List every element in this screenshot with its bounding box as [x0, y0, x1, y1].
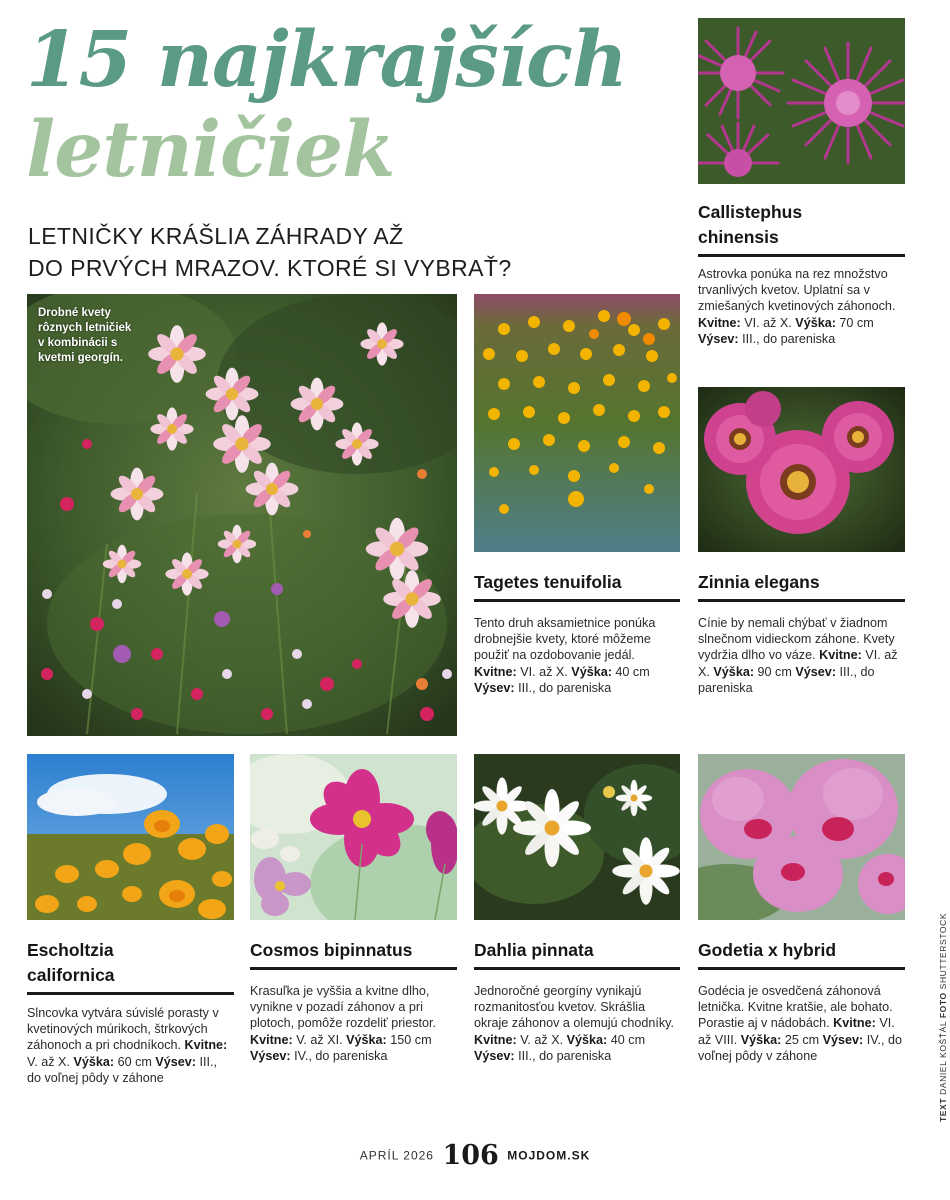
zinnia-description: Cínie by nemali chýbať v žiadnom slnečnom vidieckom záhone. Kvety vydržia dlho vo váze. Kvitne: VI. až X. Výška: 90 cm Výsev: III., do pareniska	[698, 616, 898, 695]
cosmos-title: Cosmos bipinnatus	[250, 938, 457, 970]
godetia-photo	[698, 754, 905, 920]
issue-month: APRÍL 2026	[359, 1148, 434, 1163]
page-number: 106	[442, 1140, 499, 1171]
cosmos-description: Krasuľka je vyššia a kvitne dlho, vynikne v pozadí záhonov a pri plotoch, pomôže rozdeliť priestor. Kvitne: V. až XI. Výška: 150 cm Výsev: IV., do pareniska	[250, 984, 437, 1063]
headline-line-1: 15 najkrajších	[26, 15, 627, 105]
subtitle	[28, 220, 548, 284]
zinnia-title: Zinnia elegans	[698, 570, 905, 602]
cosmos-photo	[250, 754, 457, 920]
tagetes-title: Tagetes tenuifolia	[474, 570, 680, 602]
callistephus-description: Astrovka ponúka na rez množstvo trvanlivých kvetov. Uplatní sa v zmiešaných kvetinových záhonoch. Kvitne: VI. až X. Výška: 70 cm Výsev: III., do pareniska	[698, 267, 896, 346]
callistephus-photo	[698, 18, 905, 184]
website-link[interactable]: MOJDOM.SK	[507, 1148, 591, 1163]
escholtzia-description: Slncovka vytvára súvislé porasty v kvetinových múrikoch, štrkových záhonoch a pri chodníkoch. Kvitne: V. až X. Výška: 60 cm Výsev: III., do voľnej pôdy v záhone	[27, 1006, 228, 1085]
dahlia-title: Dahlia pinnata	[474, 938, 680, 970]
tagetes-description: Tento druh aksamietnice ponúka drobnejšie kvety, ktoré môžeme použiť na ozdobovanie jedál. Kvitne: VI. až X. Výška: 40 cm Výsev: III., do pareniska	[474, 616, 656, 695]
page-footer	[0, 1140, 950, 1171]
godetia-title: Godetia x hybrid	[698, 938, 905, 970]
headline-line-2: letničiek	[26, 105, 395, 195]
dahlia-photo	[474, 754, 680, 920]
zinnia-photo	[698, 387, 905, 552]
subtitle-line-1: LETNIČKY KRÁŠLIA ZÁHRADY AŽ	[28, 223, 404, 249]
subtitle-line-2: DO PRVÝCH MRAZOV. KTORÉ SI VYBRAŤ?	[28, 255, 512, 281]
escholtzia-photo	[27, 754, 234, 920]
callistephus-title: Callistephus chinensis	[698, 200, 905, 257]
tagetes-photo	[474, 294, 680, 552]
photo-credit: TEXT DANIEL KOŠŤÁL FOTO SHUTTERSTOCK	[938, 912, 948, 1122]
dahlia-description: Jednoročné georgíny vynikajú rozmanitosťou kvetov. Skrášlia okraje záhonov a olemujú chodníky. Kvitne: V. až X. Výška: 40 cm Výsev: III., do pareniska	[474, 984, 674, 1063]
main-photo-caption: Drobné kvety rôznych letničiek v kombinácii s kvetmi georgín.	[38, 307, 132, 364]
godetia-description: Godécia je osvedčená záhonová letnička. Kvitne kratšie, ale bohato. Porastie aj v nádobách. Kvitne: VI. až VIII. Výška: 25 cm Výsev: IV., do voľnej pôdy v záhone	[698, 984, 902, 1063]
escholtzia-title: Escholtzia californica	[27, 938, 234, 995]
